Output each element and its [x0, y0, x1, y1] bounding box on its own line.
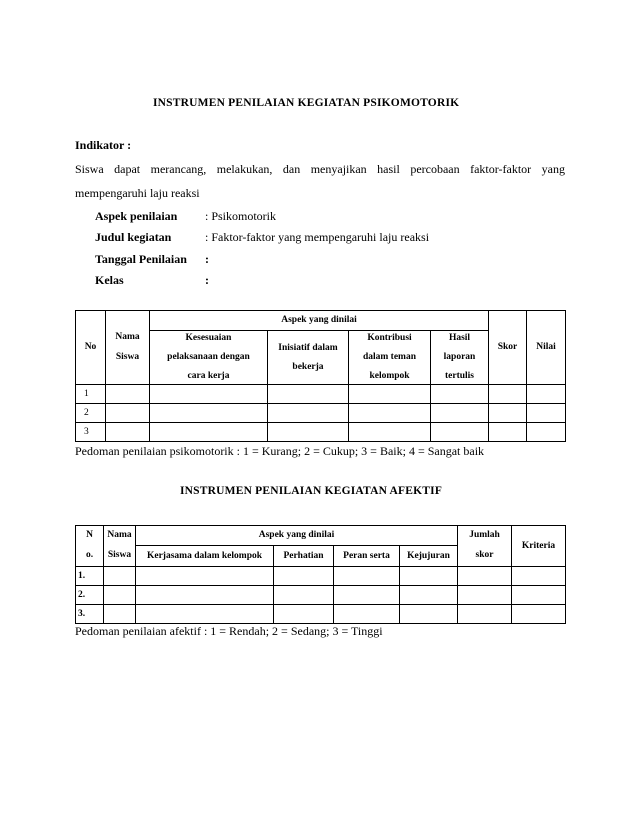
- table-cell[interactable]: [489, 385, 527, 404]
- table-cell[interactable]: [400, 567, 458, 586]
- header-nilai: Nilai: [527, 311, 566, 385]
- row-number: 1.: [76, 567, 104, 586]
- header-aspek: Aspek yang dinilai: [136, 526, 458, 546]
- table-row: [76, 423, 566, 442]
- header-no-top: N: [76, 526, 104, 546]
- table-cell[interactable]: [268, 385, 349, 404]
- header-hasil-laporan: Hasil laporan tertulis: [431, 331, 489, 385]
- table-cell[interactable]: [106, 423, 150, 442]
- table-cell[interactable]: [334, 586, 400, 605]
- header-kejujuran: Kejujuran: [400, 546, 458, 567]
- table-cell[interactable]: [136, 567, 274, 586]
- table-cell[interactable]: [268, 404, 349, 423]
- indikator-label: Indikator :: [75, 138, 132, 152]
- table-cell[interactable]: [106, 385, 150, 404]
- field-value: :: [205, 273, 209, 287]
- table-cell[interactable]: [458, 605, 512, 624]
- indikator-text-line1: Siswa dapat merancang, melakukan, dan menyajikan hasil percobaan faktor-faktor yang: [75, 162, 565, 176]
- header-inisiatif: Inisiatif dalam bekerja: [268, 331, 349, 385]
- header-peran-serta: Peran serta: [334, 546, 400, 567]
- table-cell[interactable]: [527, 404, 566, 423]
- table-row: [76, 567, 566, 586]
- table-cell[interactable]: [334, 605, 400, 624]
- field-label: Kelas: [95, 273, 124, 287]
- table-cell[interactable]: [458, 586, 512, 605]
- table-cell[interactable]: [431, 385, 489, 404]
- row-number: 3.: [76, 605, 104, 624]
- table-cell[interactable]: [150, 423, 268, 442]
- afektif-title: INSTRUMEN PENILAIAN KEGIATAN AFEKTIF: [180, 485, 443, 497]
- psikomotorik-title: INSTRUMEN PENILAIAN KEGIATAN PSIKOMOTORIK: [153, 97, 460, 109]
- row-number: 2.: [76, 586, 104, 605]
- header-nama-bottom: Siswa: [104, 546, 136, 567]
- table-cell[interactable]: [489, 404, 527, 423]
- table-cell[interactable]: [512, 567, 566, 586]
- header-no-bottom: o.: [76, 546, 104, 567]
- table-cell[interactable]: [274, 567, 334, 586]
- table-cell[interactable]: [150, 404, 268, 423]
- header-kriteria: Kriteria: [512, 526, 566, 567]
- table-row: [76, 586, 566, 605]
- indikator-text-line2: mempengaruhi laju reaksi: [75, 186, 200, 200]
- table-cell[interactable]: [106, 404, 150, 423]
- field-aspek-penilaian: [95, 209, 276, 224]
- field-judul-kegiatan: [95, 230, 429, 245]
- header-skor: Skor: [489, 311, 527, 385]
- table-row: [76, 605, 566, 624]
- psikomotorik-table: [75, 310, 566, 442]
- header-aspek: Aspek yang dinilai: [150, 311, 489, 331]
- header-kerjasama: Kerjasama dalam kelompok: [136, 546, 274, 567]
- header-kesesuaian: Kesesuaian pelaksanaan dengan cara kerja: [150, 331, 268, 385]
- header-no: No: [76, 311, 106, 385]
- table-cell[interactable]: [458, 567, 512, 586]
- table-cell[interactable]: [136, 605, 274, 624]
- table-cell[interactable]: [512, 586, 566, 605]
- header-kontribusi: Kontribusi dalam teman kelompok: [349, 331, 431, 385]
- header-jumlah-top: Jumlah: [458, 526, 512, 546]
- header-jumlah-bottom: skor: [458, 546, 512, 567]
- table-cell[interactable]: [400, 605, 458, 624]
- table-cell[interactable]: [512, 605, 566, 624]
- table-row: [76, 404, 566, 423]
- table-cell[interactable]: [136, 586, 274, 605]
- field-kelas: [95, 273, 209, 288]
- table-cell[interactable]: [150, 385, 268, 404]
- table-cell[interactable]: [268, 423, 349, 442]
- row-number: 2: [76, 404, 106, 423]
- field-value: : Faktor-faktor yang mempengaruhi laju reaksi: [205, 230, 430, 244]
- table-cell[interactable]: [489, 423, 527, 442]
- table-cell[interactable]: [104, 605, 136, 624]
- field-value: : Psikomotorik: [205, 209, 277, 223]
- table-cell[interactable]: [349, 385, 431, 404]
- table-row: [76, 385, 566, 404]
- field-label: Tanggal Penilaian: [95, 252, 187, 266]
- table-cell[interactable]: [104, 586, 136, 605]
- row-number: 3: [76, 423, 106, 442]
- pedoman-psikomotorik: Pedoman penilaian psikomotorik : 1 = Kurang; 2 = Cukup; 3 = Baik; 4 = Sangat baik: [75, 444, 485, 458]
- row-number: 1: [76, 385, 106, 404]
- table-cell[interactable]: [431, 404, 489, 423]
- pedoman-afektif: Pedoman penilaian afektif : 1 = Rendah; 2 = Sedang; 3 = Tinggi: [75, 624, 383, 638]
- table-cell[interactable]: [104, 567, 136, 586]
- table-cell[interactable]: [349, 404, 431, 423]
- table-cell[interactable]: [400, 586, 458, 605]
- header-perhatian: Perhatian: [274, 546, 334, 567]
- header-nama-top: Nama: [104, 526, 136, 546]
- table-cell[interactable]: [349, 423, 431, 442]
- table-cell[interactable]: [274, 586, 334, 605]
- field-value: :: [205, 252, 209, 266]
- table-cell[interactable]: [431, 423, 489, 442]
- header-nama-siswa: Nama Siswa: [106, 311, 150, 385]
- table-cell[interactable]: [527, 423, 566, 442]
- table-cell[interactable]: [334, 567, 400, 586]
- afektif-table: [75, 525, 566, 624]
- table-cell[interactable]: [527, 385, 566, 404]
- field-tanggal-penilaian: [95, 252, 209, 267]
- field-label: Judul kegiatan: [95, 230, 172, 244]
- table-cell[interactable]: [274, 605, 334, 624]
- field-label: Aspek penilaian: [95, 209, 178, 223]
